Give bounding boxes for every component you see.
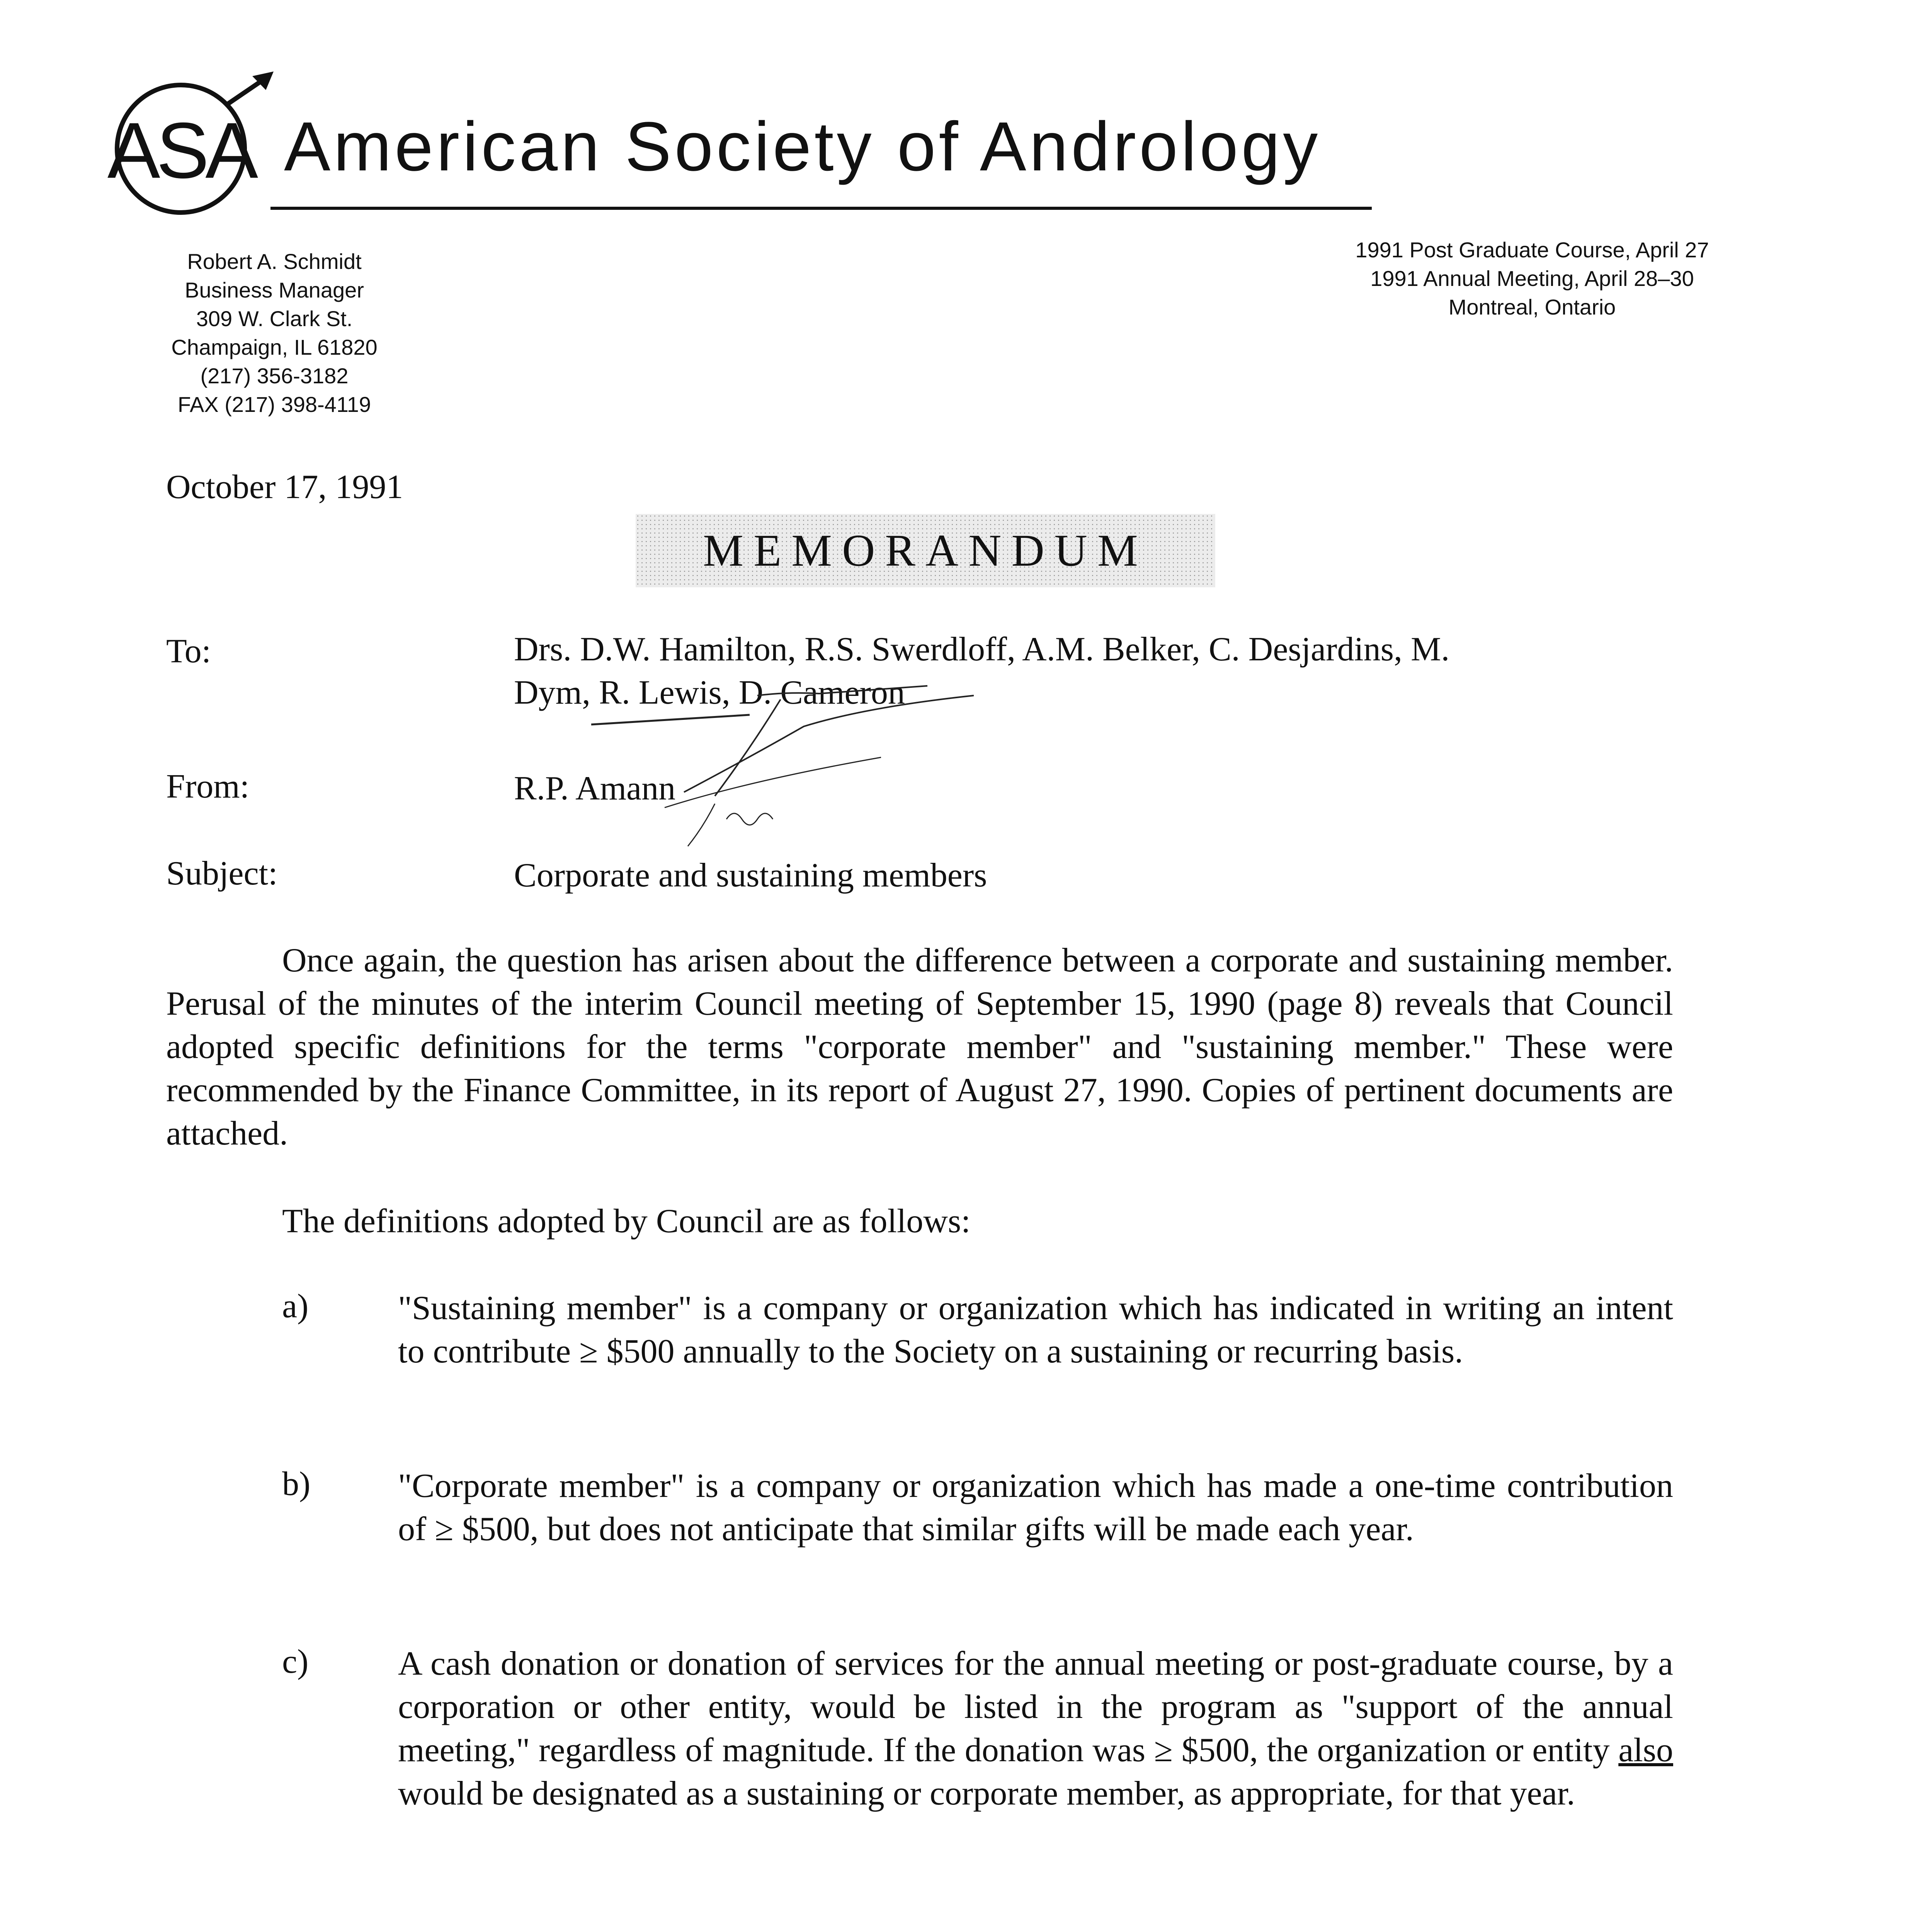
definition-marker: a) [282,1287,309,1325]
business-manager-address [128,247,421,419]
address-line: 309 W. Clark St. [196,306,353,331]
memorandum-banner: MEMORANDUM [636,514,1215,587]
address-line: Business Manager [185,278,364,302]
paragraph-definitions-intro: The definitions adopted by Council are as follows: [282,1202,971,1240]
address-line: (217) 356-3182 [200,364,349,388]
subject-label: Subject: [166,855,278,892]
definition-text: would be designated as a sustaining or corporate member, as appropriate, for that year. [398,1775,1575,1812]
definition-donation [398,1642,1673,1815]
paragraph-intro: Once again, the question has arisen about the difference between a corporate and sustaining member. Perusal of the minutes of the interim Council meeting of September 15, 1990 (page 8) reveals that Council adopted specific definitions for the terms "corporate member" and "sustaining member." These were recommended by the Finance Committee, in its report of August 27, 1990. Copies of pertinent documents are attached. [166,942,1673,1152]
from-label: From: [166,768,250,805]
address-line: Champaign, IL 61820 [171,335,378,359]
memo-date: October 17, 1991 [166,468,403,506]
definition-text: $500, but does not anticipate that similar gifts will be made each year. [453,1510,1414,1548]
meeting-line: 1991 Annual Meeting, April 28–30 [1370,266,1694,291]
meeting-line: Montreal, Ontario [1448,295,1616,319]
to-label: To: [166,633,211,670]
meeting-line: 1991 Post Graduate Course, April 27 [1355,238,1709,262]
definition-marker: b) [282,1465,311,1503]
definition-text: A cash donation or donation of services for the annual meeting or post-graduate course, by a corporation or other entity, would be listed in the program as "support of the annual meeting," regardless of magnitude. If the donation was [398,1645,1673,1769]
definition-text: $500, the organization or entity [1173,1731,1619,1769]
definition-corporate-member [398,1464,1673,1551]
definition-sustaining-member [398,1287,1673,1373]
logo-text: ASA [107,106,255,195]
geq-symbol: ≥ [435,1510,454,1548]
header-rule [270,207,1372,210]
definition-marker: c) [282,1643,309,1680]
geq-symbol: ≥ [579,1333,598,1370]
definition-text: "Sustaining member" is a company or organization which has indicated in writing an intent to contribute [398,1289,1673,1370]
recipients-line: Dym, R. Lewis, D. Cameron [514,674,905,711]
definition-text: "Corporate member" is a company or organization which has made a one-time contribution of [398,1467,1673,1548]
from-sender: R.P. Amann [514,770,676,807]
organization-name: American Society of Andrology [284,108,1321,185]
subject-text: Corporate and sustaining members [514,857,987,894]
asa-logo [104,68,281,222]
meeting-info [1252,236,1812,321]
address-line: Robert A. Schmidt [187,249,362,274]
definition-text: $500 annually to the Society on a sustaining or recurring basis. [598,1333,1463,1370]
recipients-line: Drs. D.W. Hamilton, R.S. Swerdloff, A.M. Belker, C. Desjardins, M. [514,631,1450,668]
emphasis-also: also [1618,1731,1673,1769]
geq-symbol: ≥ [1154,1731,1173,1769]
address-line: FAX (217) 398-4119 [177,392,371,417]
